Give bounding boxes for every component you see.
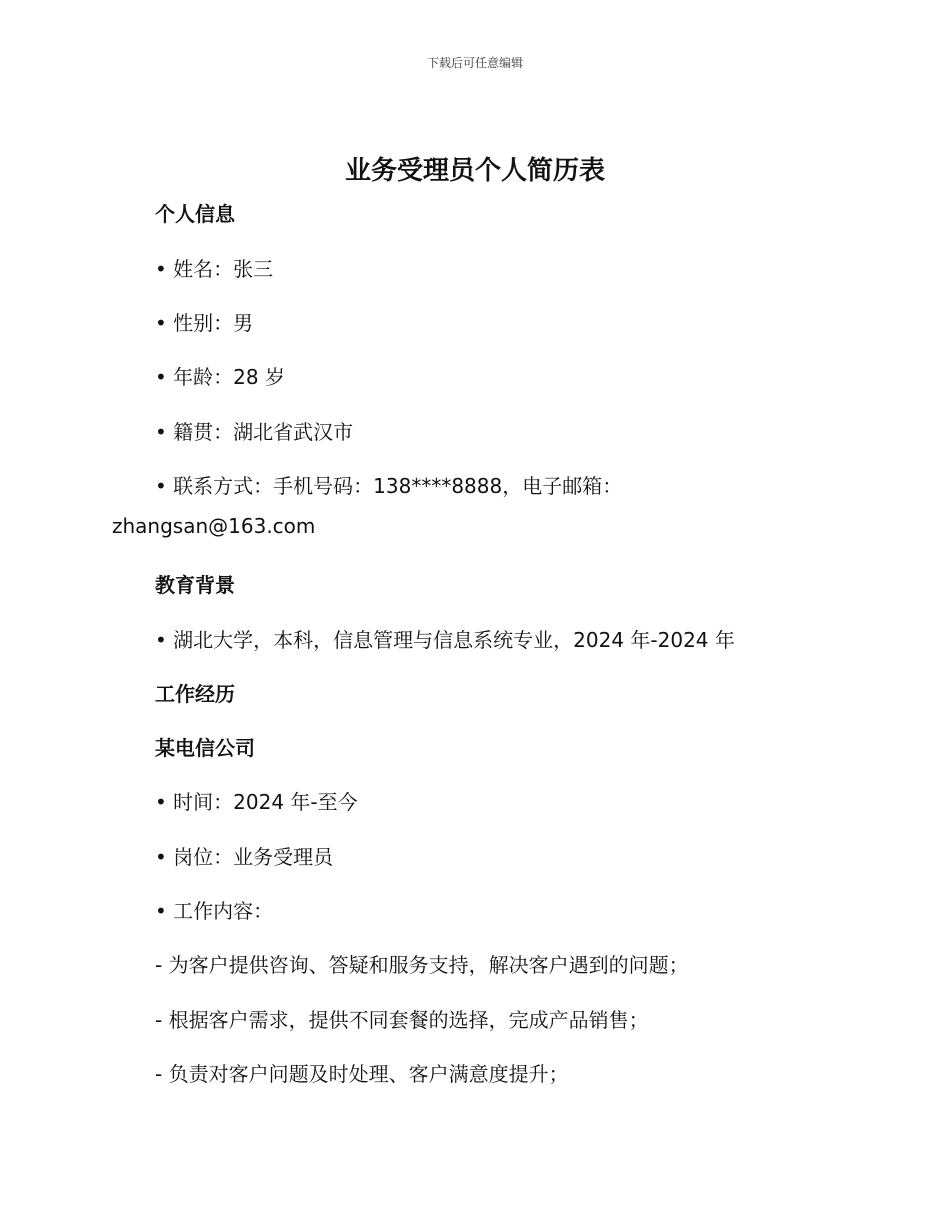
work-company: 某电信公司 bbox=[155, 736, 255, 760]
section-heading-work: 工作经历 bbox=[155, 682, 235, 706]
info-hometown: • 籍贯：湖北省武汉市 bbox=[155, 420, 354, 444]
work-duty-item: - 负责对客户问题及时处理、客户满意度提升； bbox=[155, 1062, 569, 1086]
info-gender: • 性别：男 bbox=[155, 311, 254, 335]
work-duty-item: - 根据客户需求，提供不同套餐的选择，完成产品销售； bbox=[155, 1008, 649, 1032]
section-heading-education: 教育背景 bbox=[155, 573, 235, 597]
page-title: 业务受理员个人简历表 bbox=[344, 156, 605, 186]
work-time: • 时间：2024 年-至今 bbox=[155, 790, 358, 814]
work-duties-label: • 工作内容： bbox=[155, 899, 274, 923]
section-heading-personal-info: 个人信息 bbox=[155, 202, 235, 226]
info-age: • 年龄：28 岁 bbox=[155, 365, 285, 389]
info-contact-email: zhangsan@163.com bbox=[112, 514, 316, 538]
education-item: • 湖北大学，本科，信息管理与信息系统专业，2024 年-2024 年 bbox=[155, 628, 735, 652]
info-name: • 姓名：张三 bbox=[155, 257, 274, 281]
info-contact: • 联系方式：手机号码：138****8888，电子邮箱： bbox=[155, 474, 623, 498]
header-note: 下载后可任意编辑 bbox=[426, 56, 523, 70]
work-duty-item: - 为客户提供咨询、答疑和服务支持，解决客户遇到的问题； bbox=[155, 953, 689, 977]
work-position: • 岗位：业务受理员 bbox=[155, 845, 334, 869]
